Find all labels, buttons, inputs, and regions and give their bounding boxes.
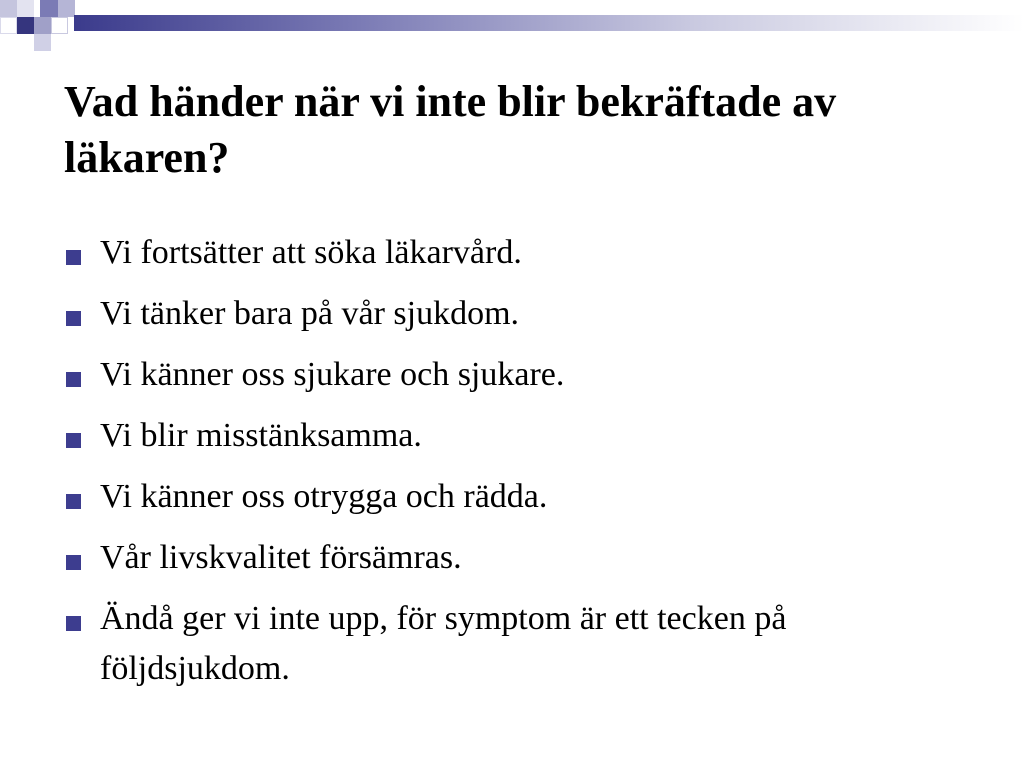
bullet-text: Vår livskvalitet försämras.: [100, 539, 462, 576]
decorative-square: [0, 0, 17, 17]
decorative-square: [17, 17, 34, 34]
header-gradient-bar: [74, 15, 1024, 31]
bullet-text: Vi känner oss otrygga och rädda.: [100, 478, 548, 515]
square-bullet-icon: [66, 433, 81, 448]
bullet-text: Ändå ger vi inte upp, för symptom är ett tecken på följdsjukdom.: [100, 600, 787, 687]
square-bullet-icon: [66, 616, 81, 631]
bullet-item: [64, 411, 984, 461]
decorative-square: [17, 0, 34, 17]
bullet-text: Vi blir misstänksamma.: [100, 417, 422, 454]
square-bullet-icon: [66, 372, 81, 387]
square-bullet-icon: [66, 555, 81, 570]
bullet-list: [64, 228, 984, 705]
bullet-item: [64, 228, 984, 278]
bullet-text: Vi fortsätter att söka läkarvård.: [100, 234, 522, 271]
decorative-square: [34, 17, 51, 34]
bullet-item: [64, 594, 984, 694]
slide-title: Vad händer när vi inte blir bekräftade av läkaren?: [64, 77, 837, 182]
decorative-square: [51, 17, 68, 34]
bullet-item: [64, 533, 984, 583]
square-bullet-icon: [66, 311, 81, 326]
decorative-square: [34, 34, 51, 51]
bullet-text: Vi tänker bara på vår sjukdom.: [100, 295, 520, 332]
decorative-square: [58, 0, 75, 17]
bullet-item: [64, 350, 984, 400]
bullet-item: [64, 472, 984, 522]
decorative-square: [0, 17, 17, 34]
square-bullet-icon: [66, 494, 81, 509]
bullet-text: Vi känner oss sjukare och sjukare.: [100, 356, 565, 393]
bullet-item: [64, 289, 984, 339]
square-bullet-icon: [66, 250, 81, 265]
decorative-square: [40, 0, 58, 17]
